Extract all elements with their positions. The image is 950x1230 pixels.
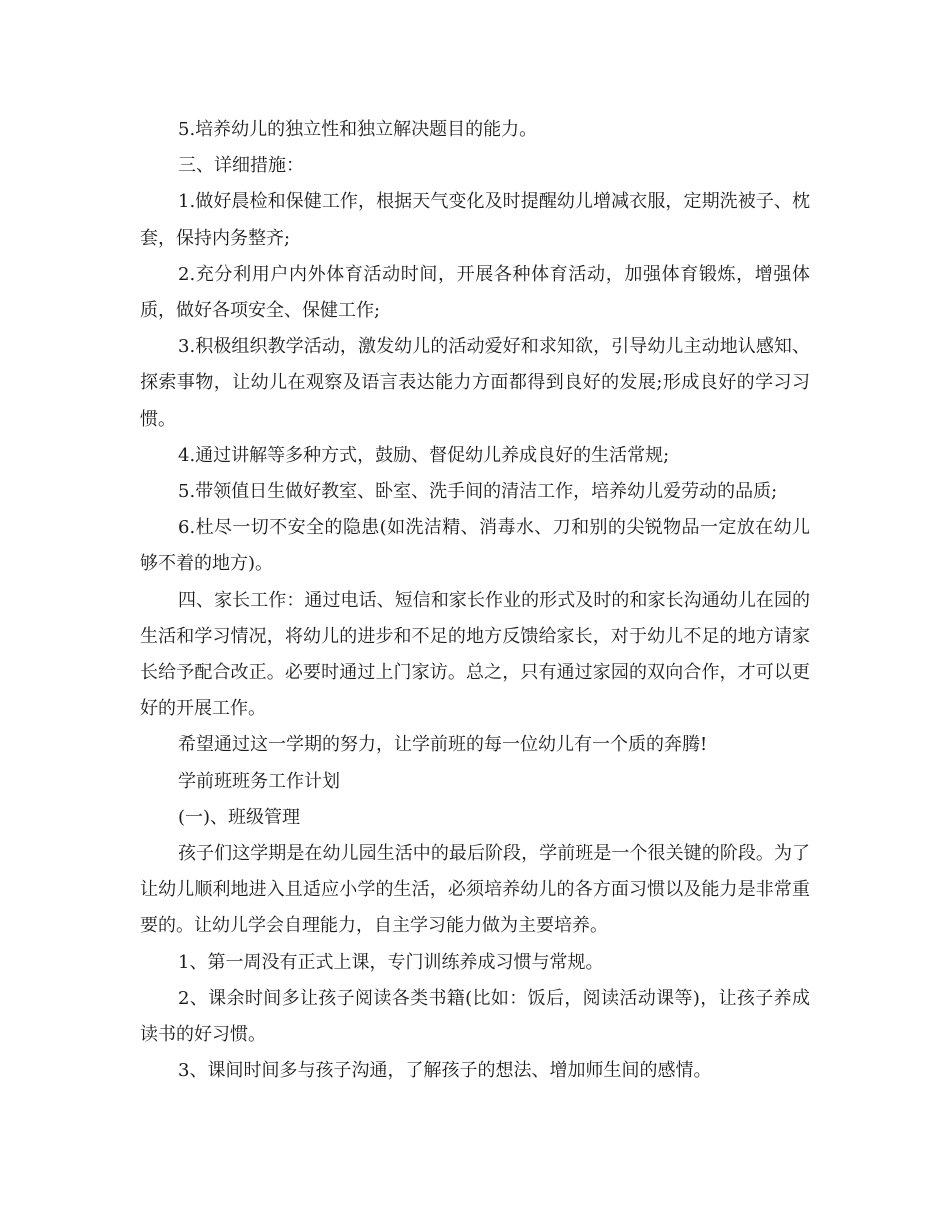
list-item-1: 1、第一周没有正式上课，专门训练养成习惯与常规。 [178,951,604,973]
list-item-2: 2、课余时间多让孩子阅读各类书籍(比如：饭后，阅读活动课等)，让孩子养成读书的好习惯。 [140,987,810,1046]
paragraph-measure-5: 5.带领值日生做好教室、卧室、洗手间的清洁工作，培养幼儿爱劳动的品质; [178,481,778,503]
paragraph-goal-5: 5.培养幼儿的独立性和独立解决题目的能力。 [178,119,538,140]
list-item-3: 3、课间时间多与孩子沟通，了解孩子的想法、增加师生间的感情。 [178,1060,712,1082]
paragraph-class-management: 孩子们这学期是在幼儿园生活中的最后阶段，学前班是一个很关键的阶段。为了让幼儿顺利地进入且适应小学的生活，必须培养幼儿的各方面习惯以及能力是非常重要的。让幼儿学会自理能力，自主学习能力做为主要培养。 [140,843,810,937]
paragraph-parent-work: 四、家长工作：通过电话、短信和家长作业的形式及时的和家长沟通幼儿在园的生活和学习情况，将幼儿的进步和不足的地方反馈给家长，对于幼儿不足的地方请家长给予配合改正。必要时通过上门家访。总之，只有通过家园的双向合作，才可以更好的开展工作。 [140,589,810,720]
paragraph-measure-1: 1.做好晨检和保健工作，根据天气变化及时提醒幼儿增减衣服，定期洗被子、枕套，保持内务整齐; [140,191,810,249]
paragraph-measure-2: 2.充分利用户内外体育活动时间，开展各种体育活动，加强体育锻炼，增强体质，做好各项安全、保健工作; [140,263,810,322]
paragraph-measure-6: 6.杜尽一切不安全的隐患(如洗洁精、消毒水、刀和别的尖锐物品一定放在幼儿够不着的地方)。 [140,517,810,575]
section-title: 学前班班务工作计划 [178,770,340,792]
heading-measures: 三、详细措施： [178,155,304,177]
paragraph-measure-3: 3.积极组织教学活动，激发幼儿的活动爱好和求知欲，引导幼儿主动地认感知、探索事物，让幼儿在观察及语言表达能力方面都得到良好的发展;形成良好的学习习惯。 [140,336,810,430]
paragraph-hope: 希望通过这一学期的努力，让学前班的每一位幼儿有一个质的奔腾! [178,734,708,756]
heading-class-management: (一)、班级管理 [178,806,301,828]
paragraph-measure-4: 4.通过讲解等多种方式，鼓励、督促幼儿养成良好的生活常规; [178,444,670,466]
